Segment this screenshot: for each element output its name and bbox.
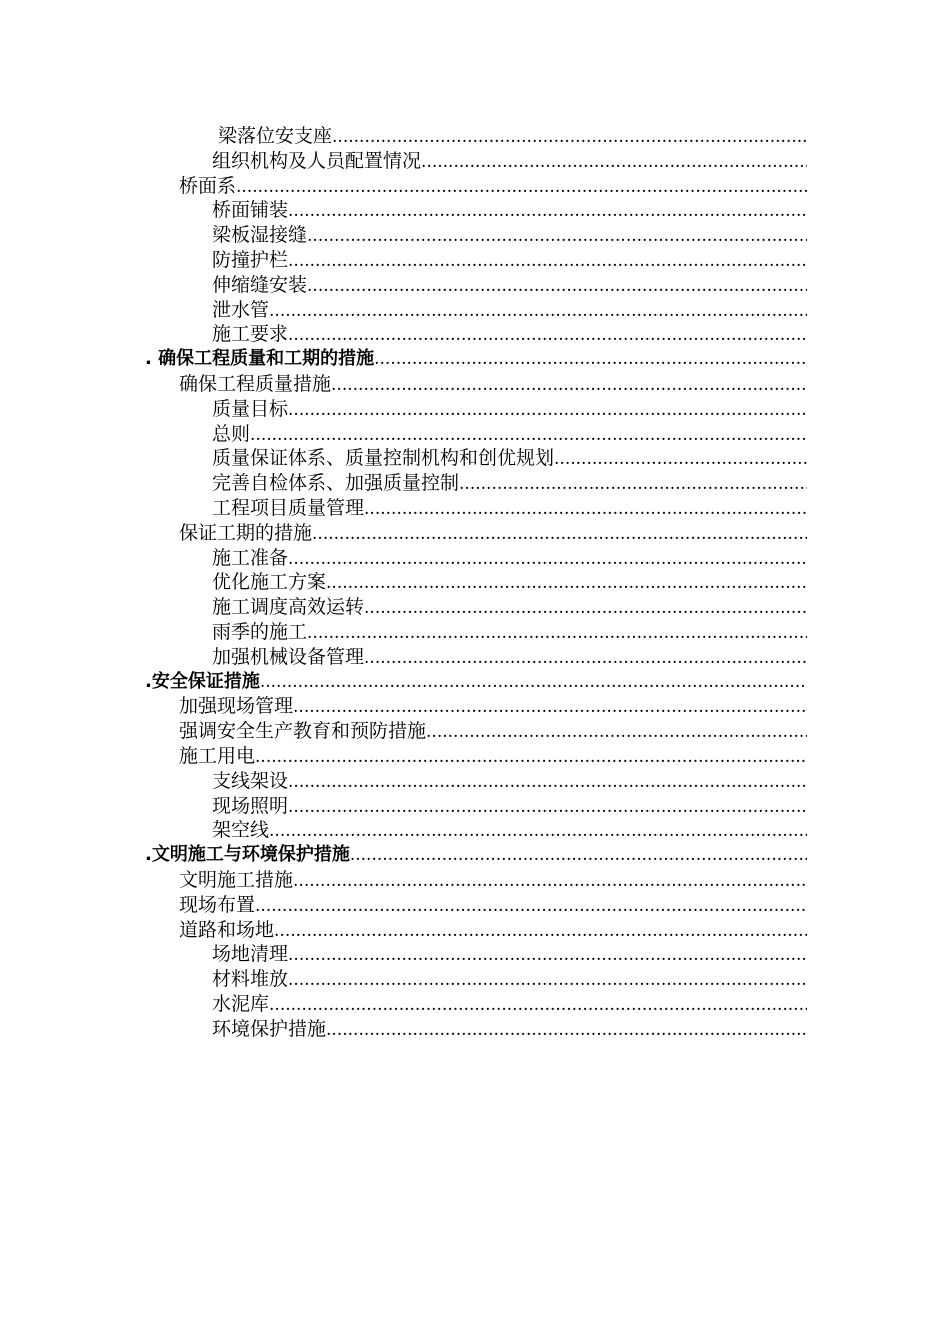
toc-entry-label: 桥面系: [179, 174, 237, 197]
dot-leader: [288, 199, 807, 223]
toc-entry[interactable]: [145, 918, 807, 943]
toc-entry-label: 施工要求: [212, 323, 289, 346]
toc-entry-label: 质量目标: [212, 397, 289, 420]
dot-leader: [293, 695, 807, 719]
toc-entry-label: 完善自检体系、加强质量控制: [212, 472, 460, 495]
dot-leader: [288, 323, 807, 347]
dot-leader: [288, 795, 807, 819]
toc-entry[interactable]: [145, 322, 807, 347]
dot-leader: [326, 571, 807, 595]
toc-entry-label: 施工用电: [179, 744, 256, 767]
toc-entry-label: 防撞护栏: [212, 248, 289, 271]
toc-entry-label: 架空线: [212, 819, 270, 842]
toc-entry-label: 强调安全生产教育和预防措施: [179, 720, 427, 743]
dot-leader: [426, 720, 807, 744]
toc-entry-label: .文明施工与环境保护措施: [145, 844, 350, 866]
toc-entry[interactable]: [145, 347, 807, 372]
toc-entry[interactable]: [145, 670, 807, 695]
toc-entry[interactable]: [145, 248, 807, 273]
dot-leader: [288, 398, 807, 422]
toc-entry-label: 水泥库: [212, 992, 270, 1015]
toc-entry[interactable]: [145, 843, 807, 868]
toc-entry[interactable]: [145, 174, 807, 199]
dot-leader: [364, 596, 807, 620]
table-of-contents: [145, 124, 807, 1041]
dot-leader: [421, 150, 807, 174]
toc-entry-label: 材料堆放: [212, 968, 289, 991]
toc-entry[interactable]: [145, 893, 807, 918]
toc-entry-label: 雨季的施工: [212, 620, 308, 643]
dot-leader: [269, 993, 807, 1017]
dot-leader: [312, 522, 807, 546]
toc-entry-label: .安全保证措施: [145, 670, 260, 692]
toc-entry[interactable]: [145, 794, 807, 819]
toc-entry-label: 总则: [212, 422, 251, 445]
toc-entry-label: 现场布置: [179, 893, 256, 916]
dot-leader: [269, 299, 807, 323]
toc-entry-label: 施工调度高效运转: [212, 596, 365, 619]
toc-entry[interactable]: [145, 372, 807, 397]
dot-leader: [331, 373, 807, 397]
dot-leader: [250, 423, 807, 447]
toc-entry[interactable]: [145, 818, 807, 843]
toc-entry[interactable]: [145, 223, 807, 248]
toc-entry[interactable]: [145, 942, 807, 967]
dot-leader: [364, 646, 807, 670]
dot-leader: [288, 770, 807, 794]
toc-entry[interactable]: [145, 198, 807, 223]
toc-entry[interactable]: [145, 298, 807, 323]
dot-leader: [350, 843, 807, 868]
toc-entry[interactable]: [145, 149, 807, 174]
toc-entry-label: 优化施工方案: [212, 571, 327, 594]
dot-leader: [293, 869, 807, 893]
toc-entry[interactable]: [145, 769, 807, 794]
toc-entry-label: 保证工期的措施: [179, 521, 313, 544]
toc-entry[interactable]: [145, 546, 807, 571]
dot-leader: [326, 1018, 807, 1042]
dot-leader: [288, 943, 807, 967]
dot-leader: [274, 919, 807, 943]
toc-entry[interactable]: [145, 645, 807, 670]
dot-leader: [236, 175, 807, 199]
toc-entry[interactable]: [145, 719, 807, 744]
toc-entry[interactable]: [145, 124, 807, 149]
dot-leader: [459, 472, 807, 496]
toc-entry[interactable]: [145, 1017, 807, 1042]
toc-entry-label: 工程项目质量管理: [212, 496, 365, 519]
toc-entry[interactable]: [145, 967, 807, 992]
toc-entry[interactable]: [145, 595, 807, 620]
toc-entry-label: 梁落位安支座: [218, 125, 333, 147]
toc-entry-label: 场地清理: [212, 943, 289, 966]
toc-entry[interactable]: [145, 496, 807, 521]
toc-entry-label: 加强现场管理: [179, 695, 294, 718]
toc-entry-label: 支线架设: [212, 769, 289, 792]
toc-entry[interactable]: [145, 521, 807, 546]
toc-entry-label: 组织机构及人员配置情况: [212, 149, 422, 172]
toc-entry[interactable]: [145, 694, 807, 719]
toc-entry[interactable]: [145, 422, 807, 447]
dot-leader: [554, 447, 807, 471]
dot-leader: [307, 621, 807, 645]
toc-entry[interactable]: [145, 273, 807, 298]
toc-entry[interactable]: [145, 397, 807, 422]
dot-leader: [288, 249, 807, 273]
toc-entry-label: 施工准备: [212, 546, 289, 569]
dot-leader: [288, 968, 807, 992]
dot-leader: [307, 224, 807, 248]
dot-leader: [255, 894, 807, 918]
toc-entry[interactable]: [145, 446, 807, 471]
dot-leader: [288, 547, 807, 571]
toc-entry-label: 质量保证体系、质量控制机构和创优规划: [212, 447, 555, 470]
toc-entry[interactable]: [145, 620, 807, 645]
toc-entry-label: 环境保护措施: [212, 1017, 327, 1040]
toc-entry-label: 文明施工措施: [179, 868, 294, 891]
dot-leader: [255, 745, 807, 769]
dot-leader: [269, 819, 807, 843]
toc-entry[interactable]: [145, 868, 807, 893]
dot-leader: [374, 347, 807, 372]
dot-leader: [307, 274, 807, 298]
toc-entry-label: 梁板湿接缝: [212, 224, 308, 247]
toc-entry[interactable]: [145, 744, 807, 769]
toc-entry-label: 现场照明: [212, 794, 289, 817]
toc-entry[interactable]: [145, 570, 807, 595]
toc-entry-label: 确保工程质量措施: [179, 372, 332, 395]
toc-entry[interactable]: [145, 471, 807, 496]
dot-leader: [332, 125, 807, 149]
toc-entry-label: . 确保工程质量和工期的措施: [145, 348, 375, 370]
toc-entry[interactable]: [145, 992, 807, 1017]
dot-leader: [364, 497, 807, 521]
toc-entry-label: 道路和场地: [179, 918, 275, 941]
toc-entry-label: 伸缩缝安装: [212, 273, 308, 296]
toc-entry-label: 泄水管: [212, 298, 270, 321]
toc-entry-label: 加强机械设备管理: [212, 645, 365, 668]
dot-leader: [260, 670, 807, 695]
toc-entry-label: 桥面铺装: [212, 199, 289, 222]
